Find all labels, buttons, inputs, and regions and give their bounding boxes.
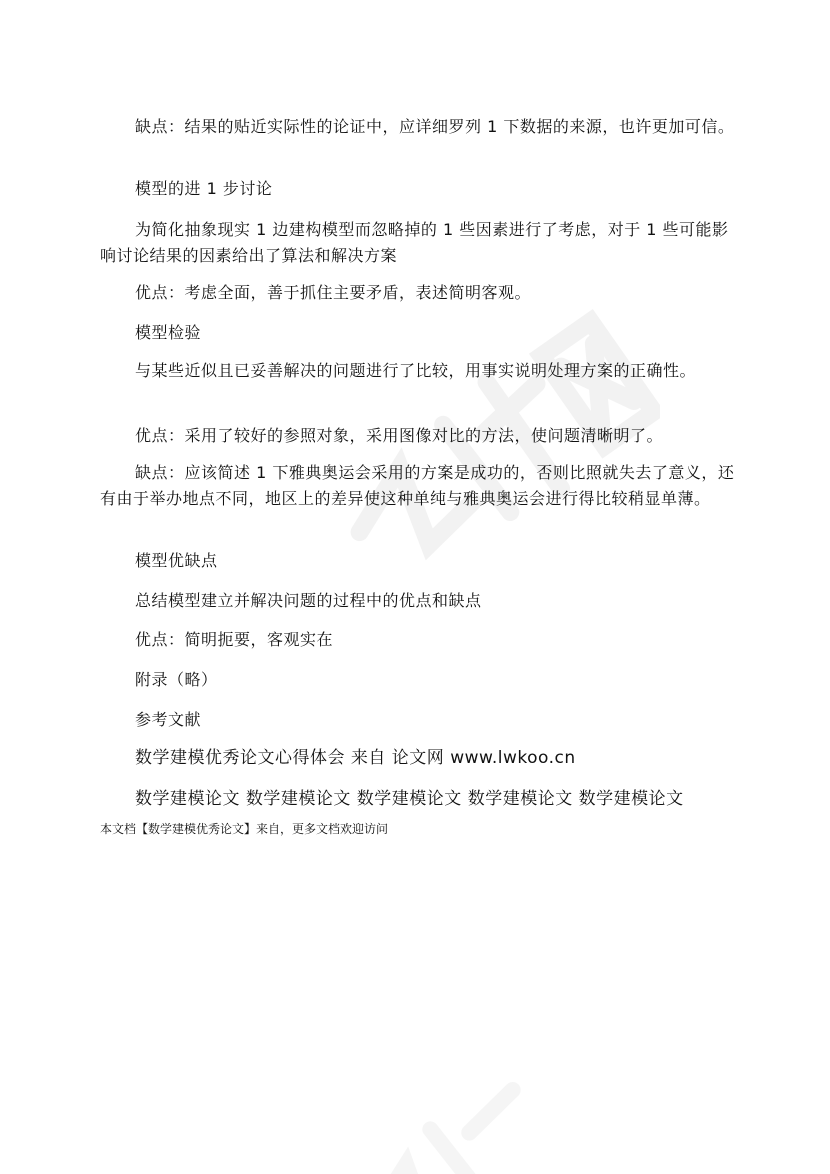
paragraph-summary: 总结模型建立并解决问题的过程中的优点和缺点 [135, 591, 482, 610]
paragraph-shortcoming-1: 缺点：结果的贴近实际性的论证中，应详细罗列 1 下数据的来源，也许更加可信。 [135, 117, 735, 136]
paragraph-discussion-body: 为简化抽象现实 1 边建构模型而忽略掉的 1 些因素进行了考虑，对于 1 些可能影响讨论结果的因素给出了算法和解决方案 [100, 220, 729, 265]
heading-references: 参考文献 [135, 710, 202, 729]
paragraph-source-line: 数学建模优秀论文心得体会 来自 论文网 www.lwkoo.cn [135, 748, 576, 768]
heading-pros-cons: 模型优缺点 [135, 551, 218, 570]
paragraph-advantage-3: 优点：简明扼要，客观实在 [135, 630, 334, 649]
paragraph-test-body: 与某些近似且已妥善解决的问题进行了比较，用事实说明处理方案的正确性。 [135, 361, 697, 380]
heading-appendix: 附录（略） [135, 670, 218, 689]
paragraph-advantage-1: 优点：考虑全面，善于抓住主要矛盾，表述简明客观。 [135, 283, 532, 302]
watermark-logo-bottom-icon [320, 1040, 580, 1174]
paragraph-shortcoming-2: 缺点：应该简述 1 下雅典奥运会采用的方案是成功的，否则比照就失去了意义，还有由于举办地点不同，地区上的差异使这种单纯与雅典奥运会进行得比较稍显单薄。 [100, 463, 735, 508]
heading-model-discussion: 模型的进 1 步讨论 [135, 179, 273, 198]
heading-model-test: 模型检验 [135, 323, 202, 342]
paragraph-advantage-2: 优点：采用了较好的参照对象，采用图像对比的方法，使问题清晰明了。 [135, 426, 664, 445]
footer-note: 本文档【数学建模优秀论文】来自，更多文档欢迎访问 [100, 822, 389, 836]
paragraph-keywords: 数学建模论文 数学建模论文 数学建模论文 数学建模论文 数学建模论文 [135, 789, 684, 809]
